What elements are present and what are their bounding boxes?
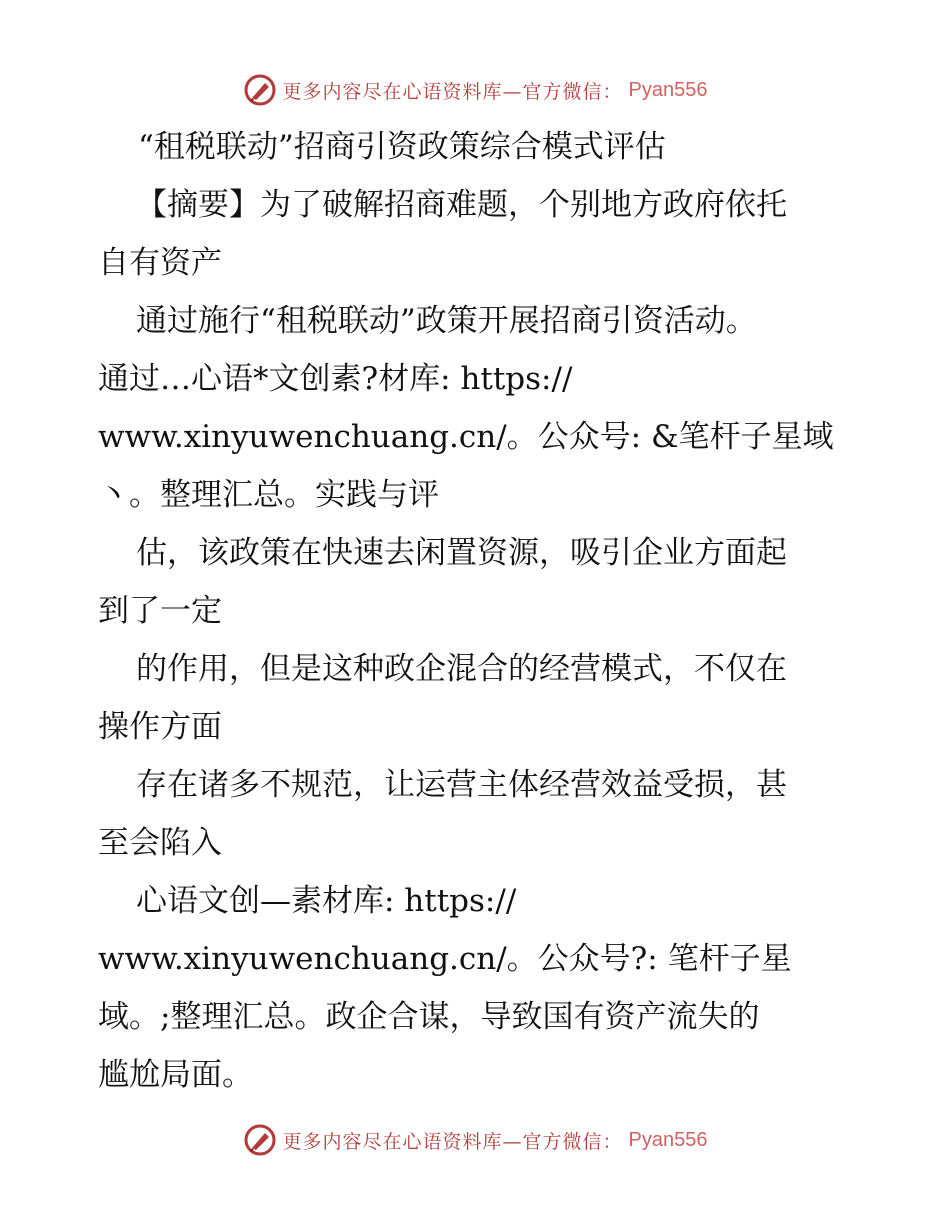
paragraph-line: 到了一定 — [98, 593, 222, 629]
paragraph-line: 心语文创—素材库: https:// — [136, 883, 517, 919]
paragraph-line: 【摘要】为了破解招商难题，个别地方政府依托 — [136, 187, 787, 223]
banner-text: 更多内容尽在心语资料库—官方微信： — [282, 80, 623, 103]
document-body — [98, 118, 858, 1104]
paragraph-line: 丶。整理汇总。实践与评 — [98, 477, 439, 513]
paragraph-line: www.xinyuwenchuang.cn/。公众号: &笔杆子星域 — [98, 419, 834, 455]
banner-text: 更多内容尽在心语资料库—官方微信： — [282, 1130, 623, 1153]
footer-banner — [0, 1120, 950, 1160]
paragraph-line: 通过…心语*文创素?材库: https:// — [98, 361, 573, 397]
pen-nib-logo-icon — [243, 73, 277, 107]
paragraph-line: 自有资产 — [98, 245, 222, 281]
banner-wechat-id: Pyan556 — [628, 1128, 708, 1151]
header-banner — [0, 70, 950, 110]
paragraph-line: 操作方面 — [98, 709, 222, 745]
paragraph-line: 域。;整理汇总。政企合谋，导致国有资产流失的 — [98, 999, 760, 1035]
paragraph-line: 的作用，但是这种政企混合的经营模式，不仅在 — [136, 651, 787, 687]
document-title: “租税联动”招商引资政策综合模式评估 — [138, 129, 666, 165]
paragraph-line: 尴尬局面。 — [98, 1057, 253, 1093]
pen-nib-logo-icon — [243, 1123, 277, 1157]
paragraph-line: 存在诸多不规范，让运营主体经营效益受损，甚 — [136, 767, 787, 803]
paragraph-line: www.xinyuwenchuang.cn/。公众号?: 笔杆子星 — [98, 941, 792, 977]
banner-wechat-id: Pyan556 — [628, 78, 708, 101]
paragraph-line: 通过施行“租税联动”政策开展招商引资活动。 — [136, 303, 757, 339]
paragraph-line: 估，该政策在快速去闲置资源，吸引企业方面起 — [136, 535, 787, 571]
paragraph-line: 至会陷入 — [98, 825, 222, 861]
